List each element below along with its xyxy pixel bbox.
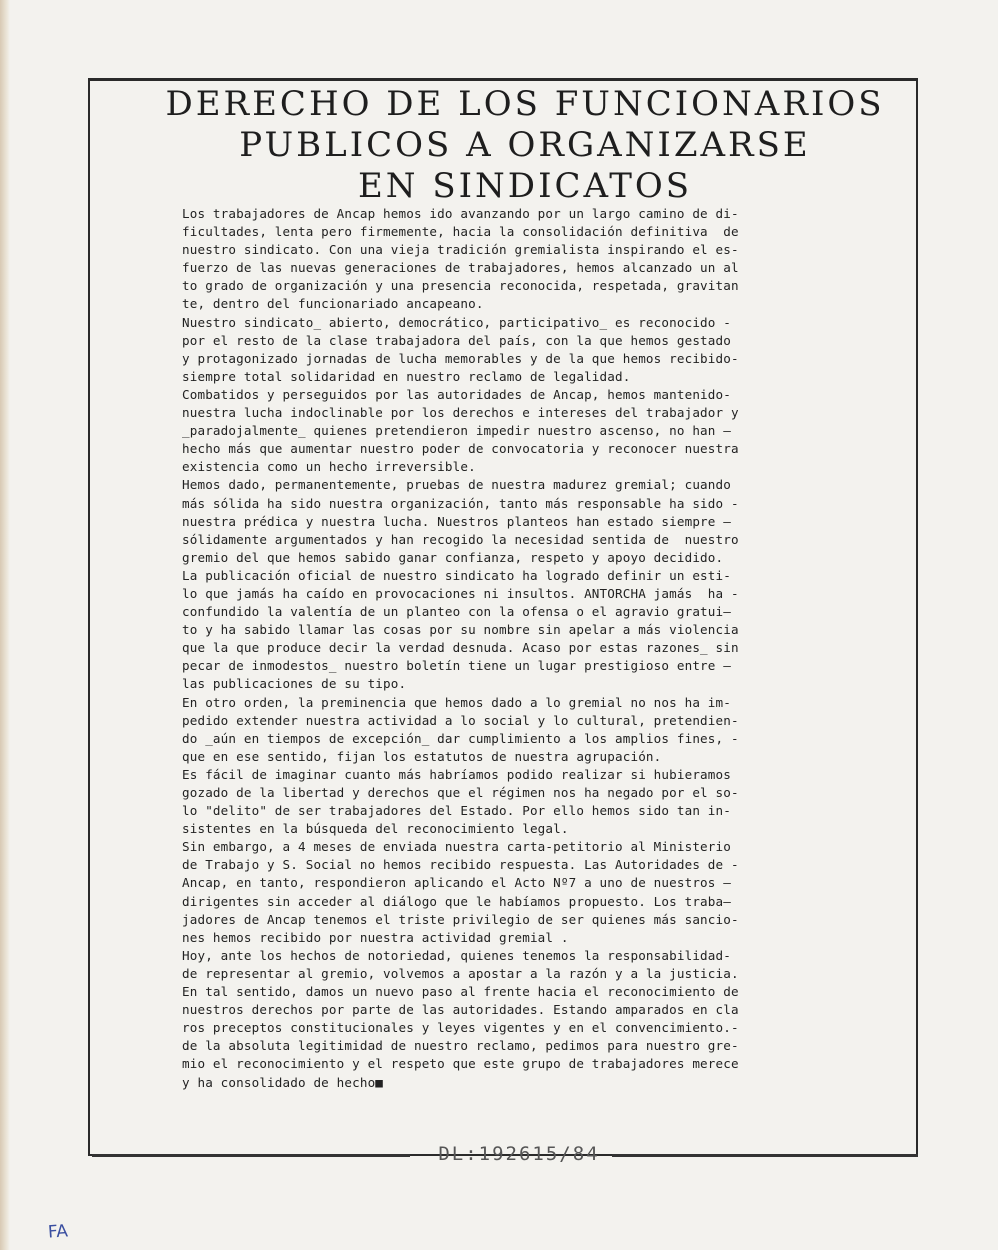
body-line: más sólida ha sido nuestra organización, tanto más responsable ha sido -	[182, 495, 739, 511]
body-line: Nuestro sindicato_ abierto, democrático, participativo_ es reconocido -	[182, 314, 731, 330]
body-line: siempre total solidaridad en nuestro reclamo de legalidad.	[182, 368, 631, 384]
page-edge-shadow	[0, 0, 10, 1250]
title-line-1: DERECHO DE LOS FUNCIONARIOS	[165, 84, 885, 124]
body-line: sistentes en la búsqueda del reconocimiento legal.	[182, 821, 569, 837]
body-line: nes hemos recibido por nuestra actividad gremial .	[182, 929, 569, 945]
body-line: Los trabajadores de Ancap hemos ido avanzando por un largo camino de di-	[182, 206, 739, 221]
body-line: pedido extender nuestra actividad a lo social y lo cultural, pretendien-	[182, 712, 739, 728]
legal-deposit-number: DL:192615/84	[438, 1143, 600, 1165]
footer-rule-left	[92, 1154, 410, 1157]
handwritten-margin-note: FA	[47, 1221, 69, 1243]
body-line: hecho más que aumentar nuestro poder de convocatoria y reconocer nuestra	[182, 441, 739, 457]
body-line: Ancap, en tanto, respondieron aplicando el Acto Nº7 a uno de nuestros —	[182, 875, 731, 891]
body-line: Es fácil de imaginar cuanto más habríamos podido realizar si hubieramos	[182, 766, 731, 782]
body-line: En otro orden, la preminencia que hemos dado a lo gremial no nos ha im-	[182, 694, 731, 710]
body-line: Hoy, ante los hechos de notoriedad, quienes tenemos la responsabilidad-	[182, 947, 731, 963]
body-line: te, dentro del funcionariado ancapeano.	[182, 296, 484, 312]
body-line: to grado de organización y una presencia reconocida, respetada, gravitan	[182, 278, 739, 294]
body-line: Hemos dado, permanentemente, pruebas de nuestra madurez gremial; cuando	[182, 477, 731, 493]
body-line: nuestra prédica y nuestra lucha. Nuestros planteos han estado siempre —	[182, 513, 731, 529]
body-line: las publicaciones de su tipo.	[182, 676, 407, 692]
body-line: dirigentes sin acceder al diálogo que le habíamos propuesto. Los traba—	[182, 893, 731, 909]
body-line: nuestro sindicato. Con una vieja tradición gremialista inspirando el es-	[182, 242, 739, 258]
body-line: de Trabajo y S. Social no hemos recibido respuesta. Las Autoridades de -	[182, 857, 739, 873]
body-line: y ha consolidado de hecho■	[182, 1074, 384, 1090]
body-line: ficultades, lenta pero firmemente, hacia la consolidación definitiva de	[182, 224, 739, 240]
body-line: de la absoluta legitimidad de nuestro reclamo, pedimos para nuestro gre-	[182, 1038, 739, 1054]
body-line: confundido la valentía de un planteo con la ofensa o el agravio gratui—	[182, 604, 731, 620]
document-title	[100, 84, 950, 207]
document-body	[182, 205, 842, 1092]
body-line: de representar al gremio, volvemos a apostar a la razón y a la justicia.	[182, 965, 739, 981]
title-line-3: EN SINDICATOS	[357, 166, 693, 206]
body-line: nuestra lucha indoclinable por los derechos e intereses del trabajador y	[182, 405, 739, 421]
body-line: do _aún en tiempos de excepción_ dar cumplimiento a los amplios fines, -	[182, 730, 739, 746]
body-line: mio el reconocimiento y el respeto que este grupo de trabajadores merece	[182, 1056, 739, 1072]
body-line: ros preceptos constitucionales y leyes vigentes y en el convencimiento.-	[182, 1020, 739, 1036]
body-line: que la que produce decir la verdad desnuda. Acaso por estas razones_ sin	[182, 640, 739, 656]
body-line: La publicación oficial de nuestro sindicato ha logrado definir un esti-	[182, 567, 731, 583]
body-line: lo "delito" de ser trabajadores del Estado. Por ello hemos sido tan in-	[182, 803, 731, 819]
body-line: En tal sentido, damos un nuevo paso al frente hacia el reconocimiento de	[182, 984, 739, 1000]
body-line: to y ha sabido llamar las cosas por su nombre sin apelar a más violencia	[182, 622, 739, 638]
body-line: pecar de inmodestos_ nuestro boletín tiene un lugar prestigioso entre —	[182, 658, 731, 674]
title-line-2: PUBLICOS A ORGANIZARSE	[239, 125, 811, 165]
body-line: Combatidos y perseguidos por las autoridades de Ancap, hemos mantenido-	[182, 386, 731, 402]
body-line: gozado de la libertad y derechos que el régimen nos ha negado por el so-	[182, 785, 739, 800]
body-line: _paradojalmente_ quienes pretendieron impedir nuestro ascenso, no han —	[182, 423, 731, 439]
body-line: por el resto de la clase trabajadora del país, con la que hemos gestado	[182, 332, 731, 348]
body-line: existencia como un hecho irreversible.	[182, 459, 476, 475]
body-line: sólidamente argumentados y han recogido la necesidad sentida de nuestro	[182, 531, 739, 547]
body-line: nuestros derechos por parte de las autoridades. Estando amparados en cla	[182, 1002, 739, 1018]
body-line: y protagonizado jornadas de lucha memorables y de la que hemos recibido-	[182, 350, 739, 366]
body-line: lo que jamás ha caído en provocaciones ni insultos. ANTORCHA jamás ha -	[182, 585, 739, 601]
body-line: gremio del que hemos sabido ganar confianza, respeto y apoyo decidido.	[182, 549, 724, 565]
footer-rule-right	[612, 1154, 918, 1157]
body-line: fuerzo de las nuevas generaciones de trabajadores, hemos alcanzado un al	[182, 260, 739, 276]
body-line: que en ese sentido, fijan los estatutos de nuestra agrupación.	[182, 748, 662, 764]
body-line: jadores de Ancap tenemos el triste privilegio de ser quienes más sancio-	[182, 911, 739, 927]
body-line: Sin embargo, a 4 meses de enviada nuestra carta-petitorio al Ministerio	[182, 839, 731, 855]
